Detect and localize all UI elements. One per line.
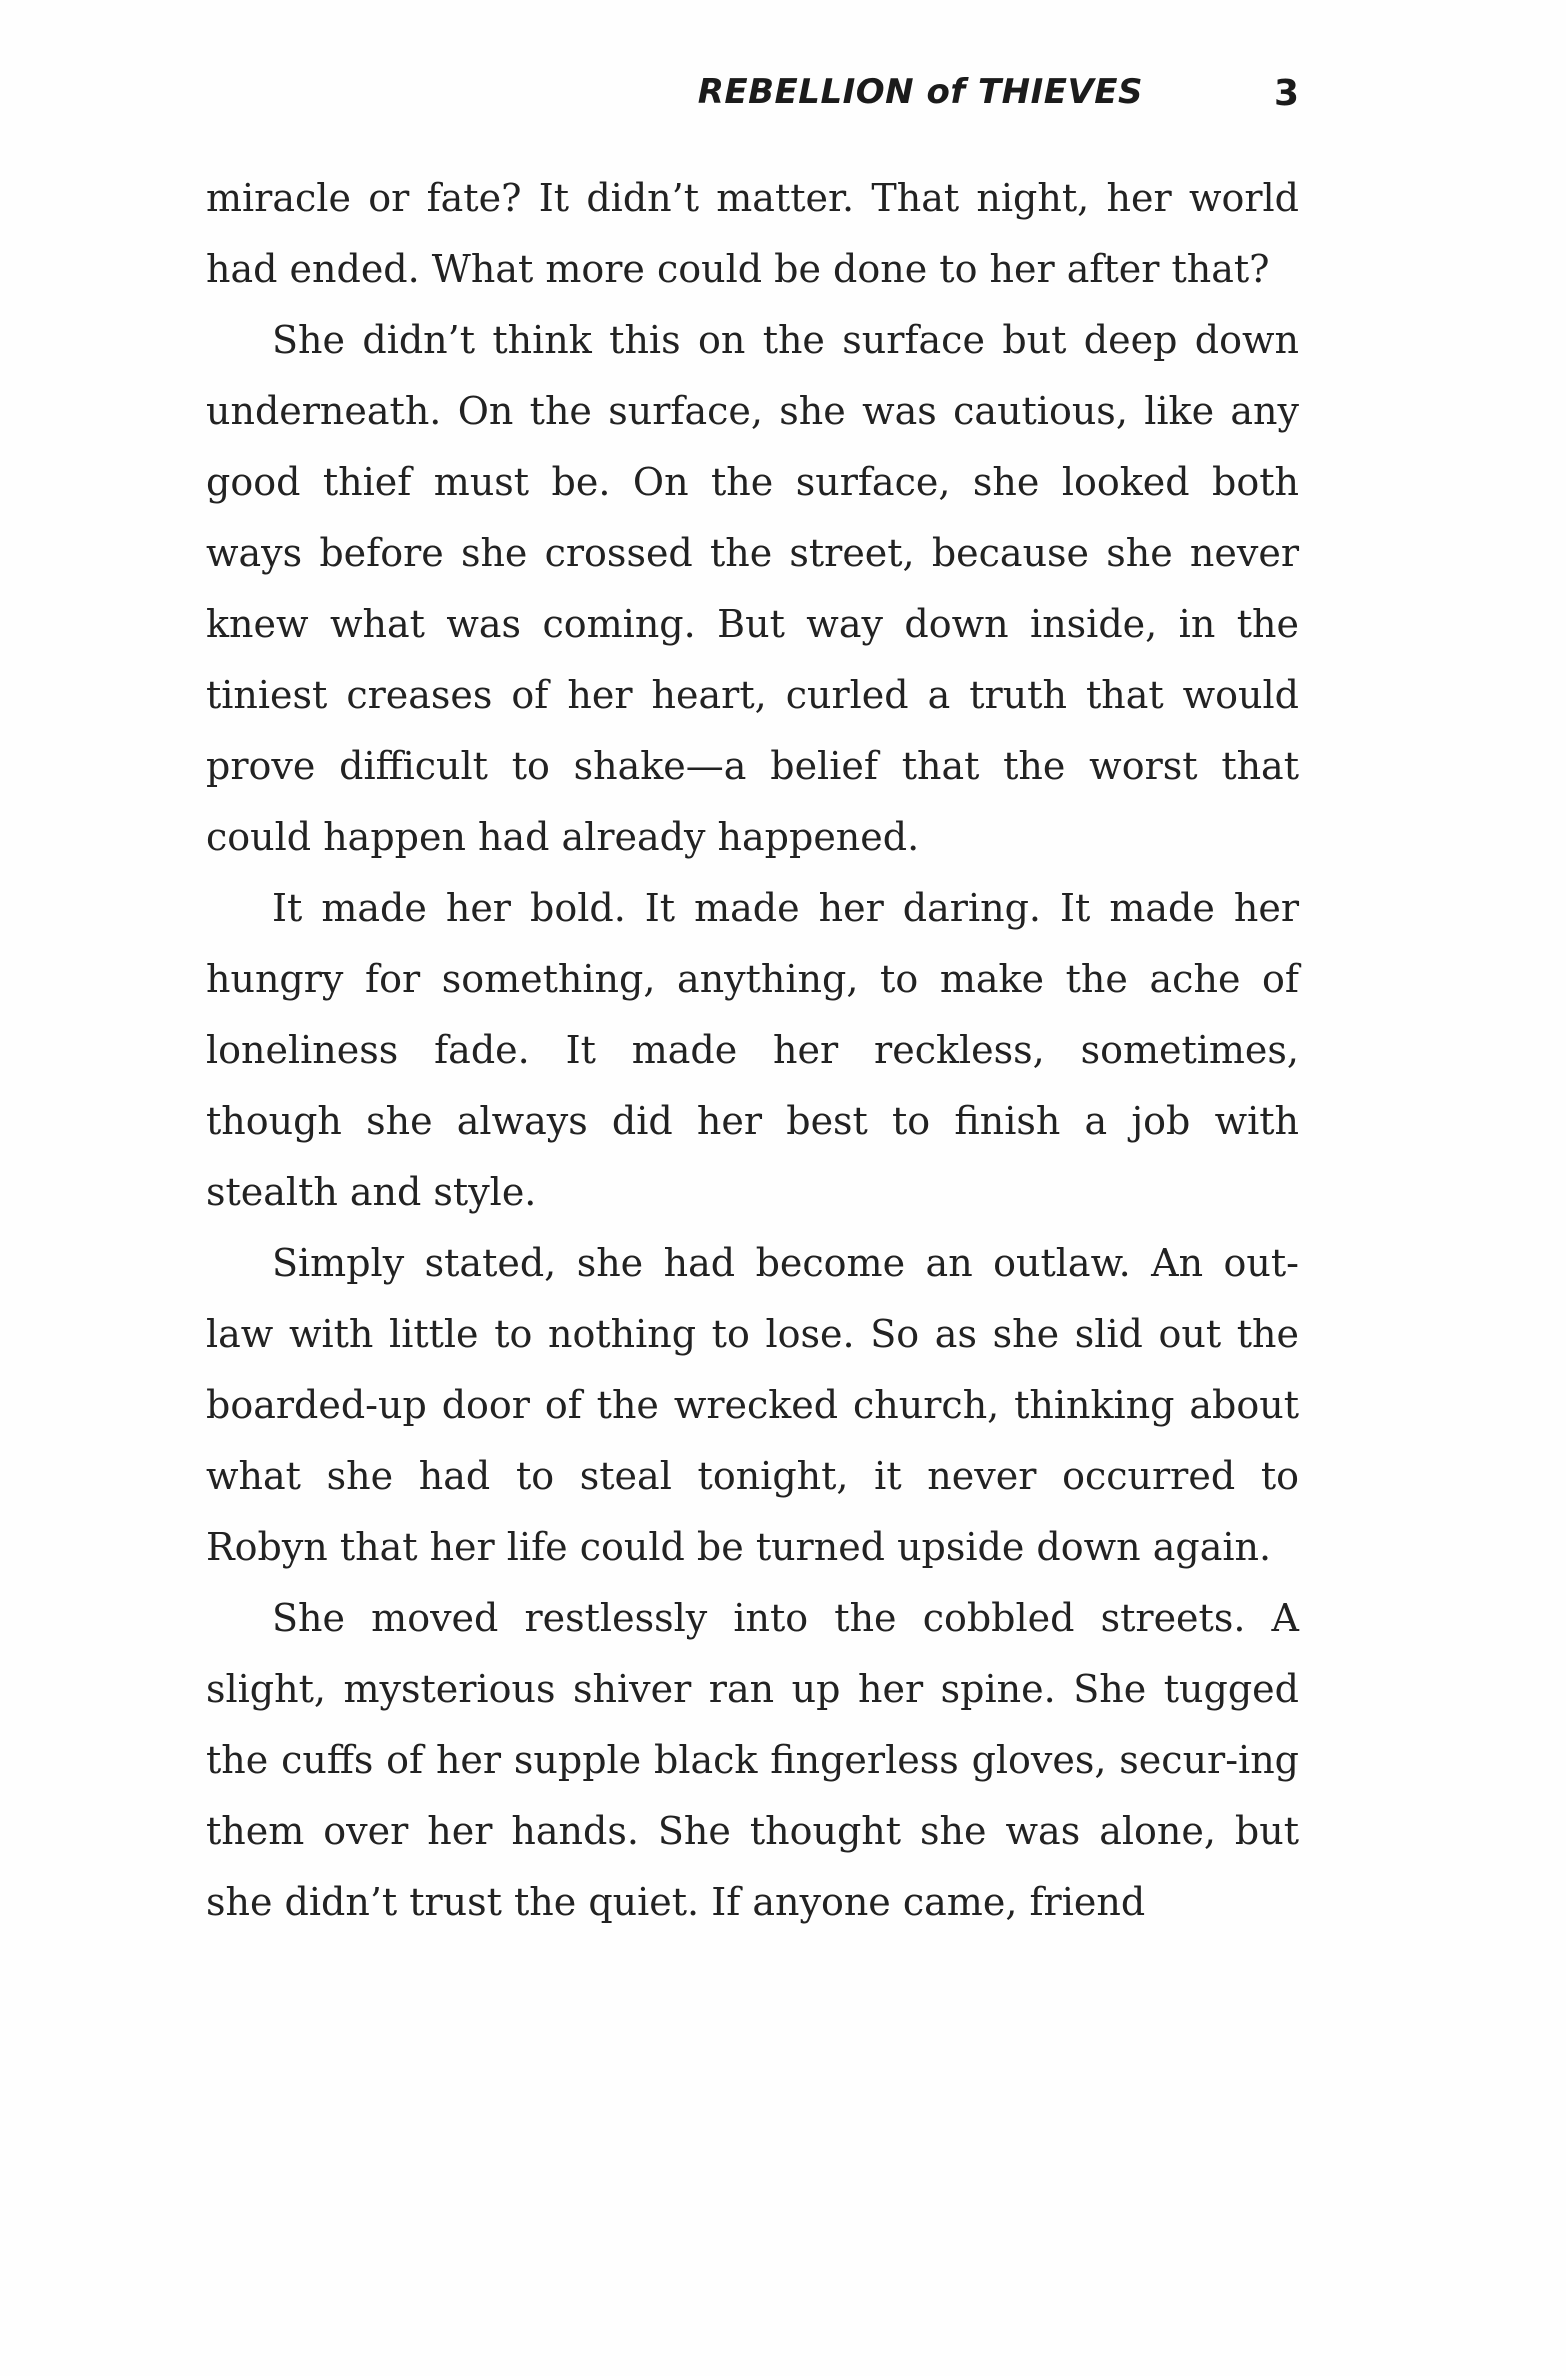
paragraph: Simply stated, she had become an outlaw. An out-law with little to nothing to lose. So as she slid out the boarded-up door of the wrecked church, thinking about what she had to steal tonight, it never occurred to Robyn that her life could be turned upside down again. [206,1241,1299,1569]
paragraph: She moved restlessly into the cobbled streets. A slight, mysterious shiver ran up her spine. She tugged the cuffs of her supple black fingerless gloves, secur-ing them over her hands. She thought she was alone, but she didn’t trust the quiet. If anyone came, friend [206,1596,1299,1924]
paragraph: It made her bold. It made her daring. It made her hungry for something, anything, to make the ache of loneliness fade. It made her reckless, sometimes, though she always did her best to finish a job with stealth and style. [206,886,1299,1214]
running-title: REBELLION of THIEVES [697,72,1143,112]
body-text [206,163,1299,1938]
running-head [206,62,1299,122]
paragraph-continued: miracle or fate? It didn’t matter. That night, her world had ended. What more could be done to her after that? [206,176,1299,291]
paragraph: She didn’t think this on the surface but deep down underneath. On the surface, she was cautious, like any good thief must be. On the surface, she looked both ways before she crossed the street, because she never knew what was coming. But way down inside, in the tiniest creases of her heart, curled a truth that would prove difficult to shake—a belief that the worst that could happen had already happened. [206,318,1299,859]
page-number: 3 [1273,73,1299,114]
